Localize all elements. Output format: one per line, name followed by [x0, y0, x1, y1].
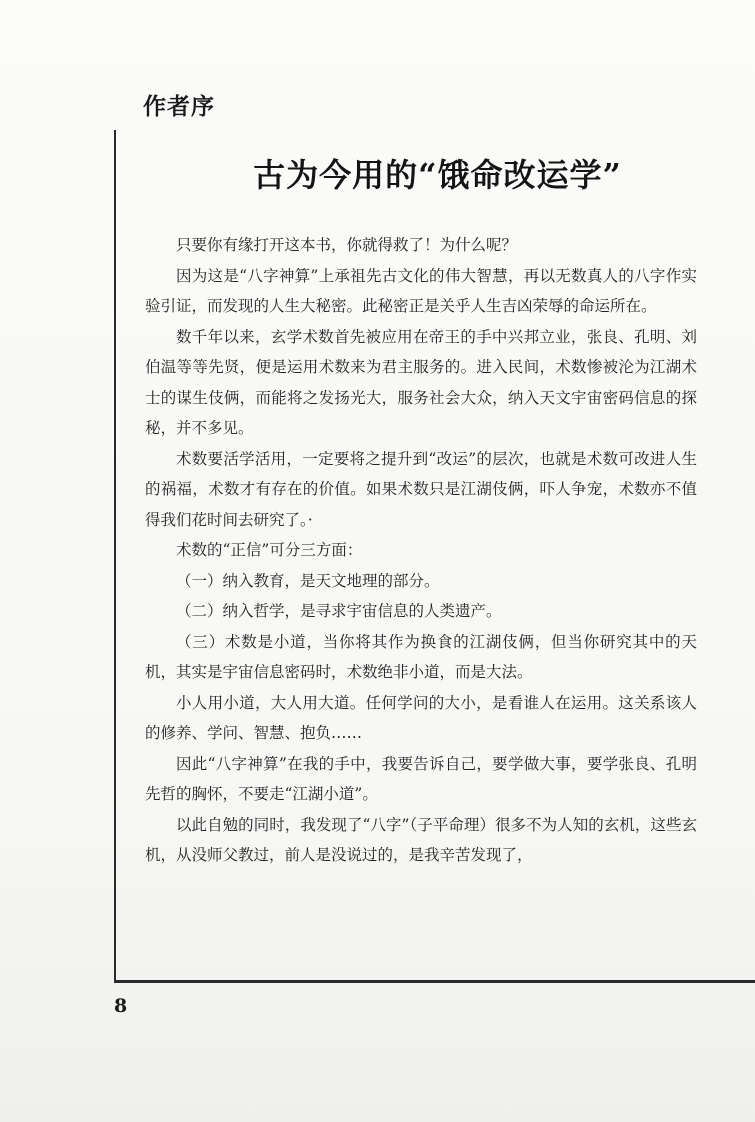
- bottom-horizontal-rule: [114, 980, 755, 983]
- paragraph: 数千年以来，玄学术数首先被应用在帝王的手中兴邦立业，张良、孔明、刘伯温等等先贤，便是运用术数来为君主服务的。进入民间，术数惨被沦为江湖术士的谋生伎俩，而能将之发扬光大，服务社会大众，纳入天文宇宙密码信息的探秘，并不多见。: [145, 327, 697, 437]
- page-number: 8: [114, 995, 128, 1017]
- paragraph: 术数的“正信”可分三方面：: [176, 541, 363, 559]
- section-label: 作者序: [143, 93, 215, 120]
- paragraph: 小人用小道，大人用大道。任何学问的大小，是看谁人在运用。这关系该人的修养、学问、智慧、抱负……: [145, 693, 697, 742]
- body-text: [145, 230, 697, 871]
- paragraph: （一）纳入教育，是天文地理的部分。: [176, 571, 440, 590]
- left-vertical-rule: [114, 130, 116, 982]
- paragraph: 术数要活学活用，一定要将之提升到“改运”的层次，也就是术数可改进人生的祸福，术数才有存在的价值。如果术数只是江湖伎俩，吓人争宠，术数亦不值得我们花时间去研究了。·: [145, 449, 697, 529]
- paragraph: 因此“八字神算”在我的手中，我要告诉自己，要学做大事，要学张良、孔明先哲的胸怀，不要走“江湖小道”。: [145, 754, 697, 803]
- paragraph: （三）术数是小道，当你将其作为换食的江湖伎俩，但当你研究其中的天机，其实是宇宙信息密码时，术数绝非小道，而是大法。: [145, 632, 697, 681]
- chapter-title: 古为今用的“饿命改运学”: [253, 156, 622, 194]
- paragraph: 以此自勉的同时，我发现了“八字”（子平命理）很多不为人知的玄机，这些玄机，从没师父教过，前人是没说过的，是我辛苦发现了，: [145, 815, 697, 864]
- paragraph: 只要你有缘打开这本书，你就得救了！为什么呢？: [176, 236, 518, 254]
- paragraph: 因为这是“八字神算”上承祖先古文化的伟大智慧，再以无数真人的八字作实验引证，而发现的人生大秘密。此秘密正是关乎人生吉凶荣辱的命运所在。: [145, 266, 697, 315]
- paragraph: （二）纳入哲学，是寻求宇宙信息的人类遗产。: [176, 602, 502, 620]
